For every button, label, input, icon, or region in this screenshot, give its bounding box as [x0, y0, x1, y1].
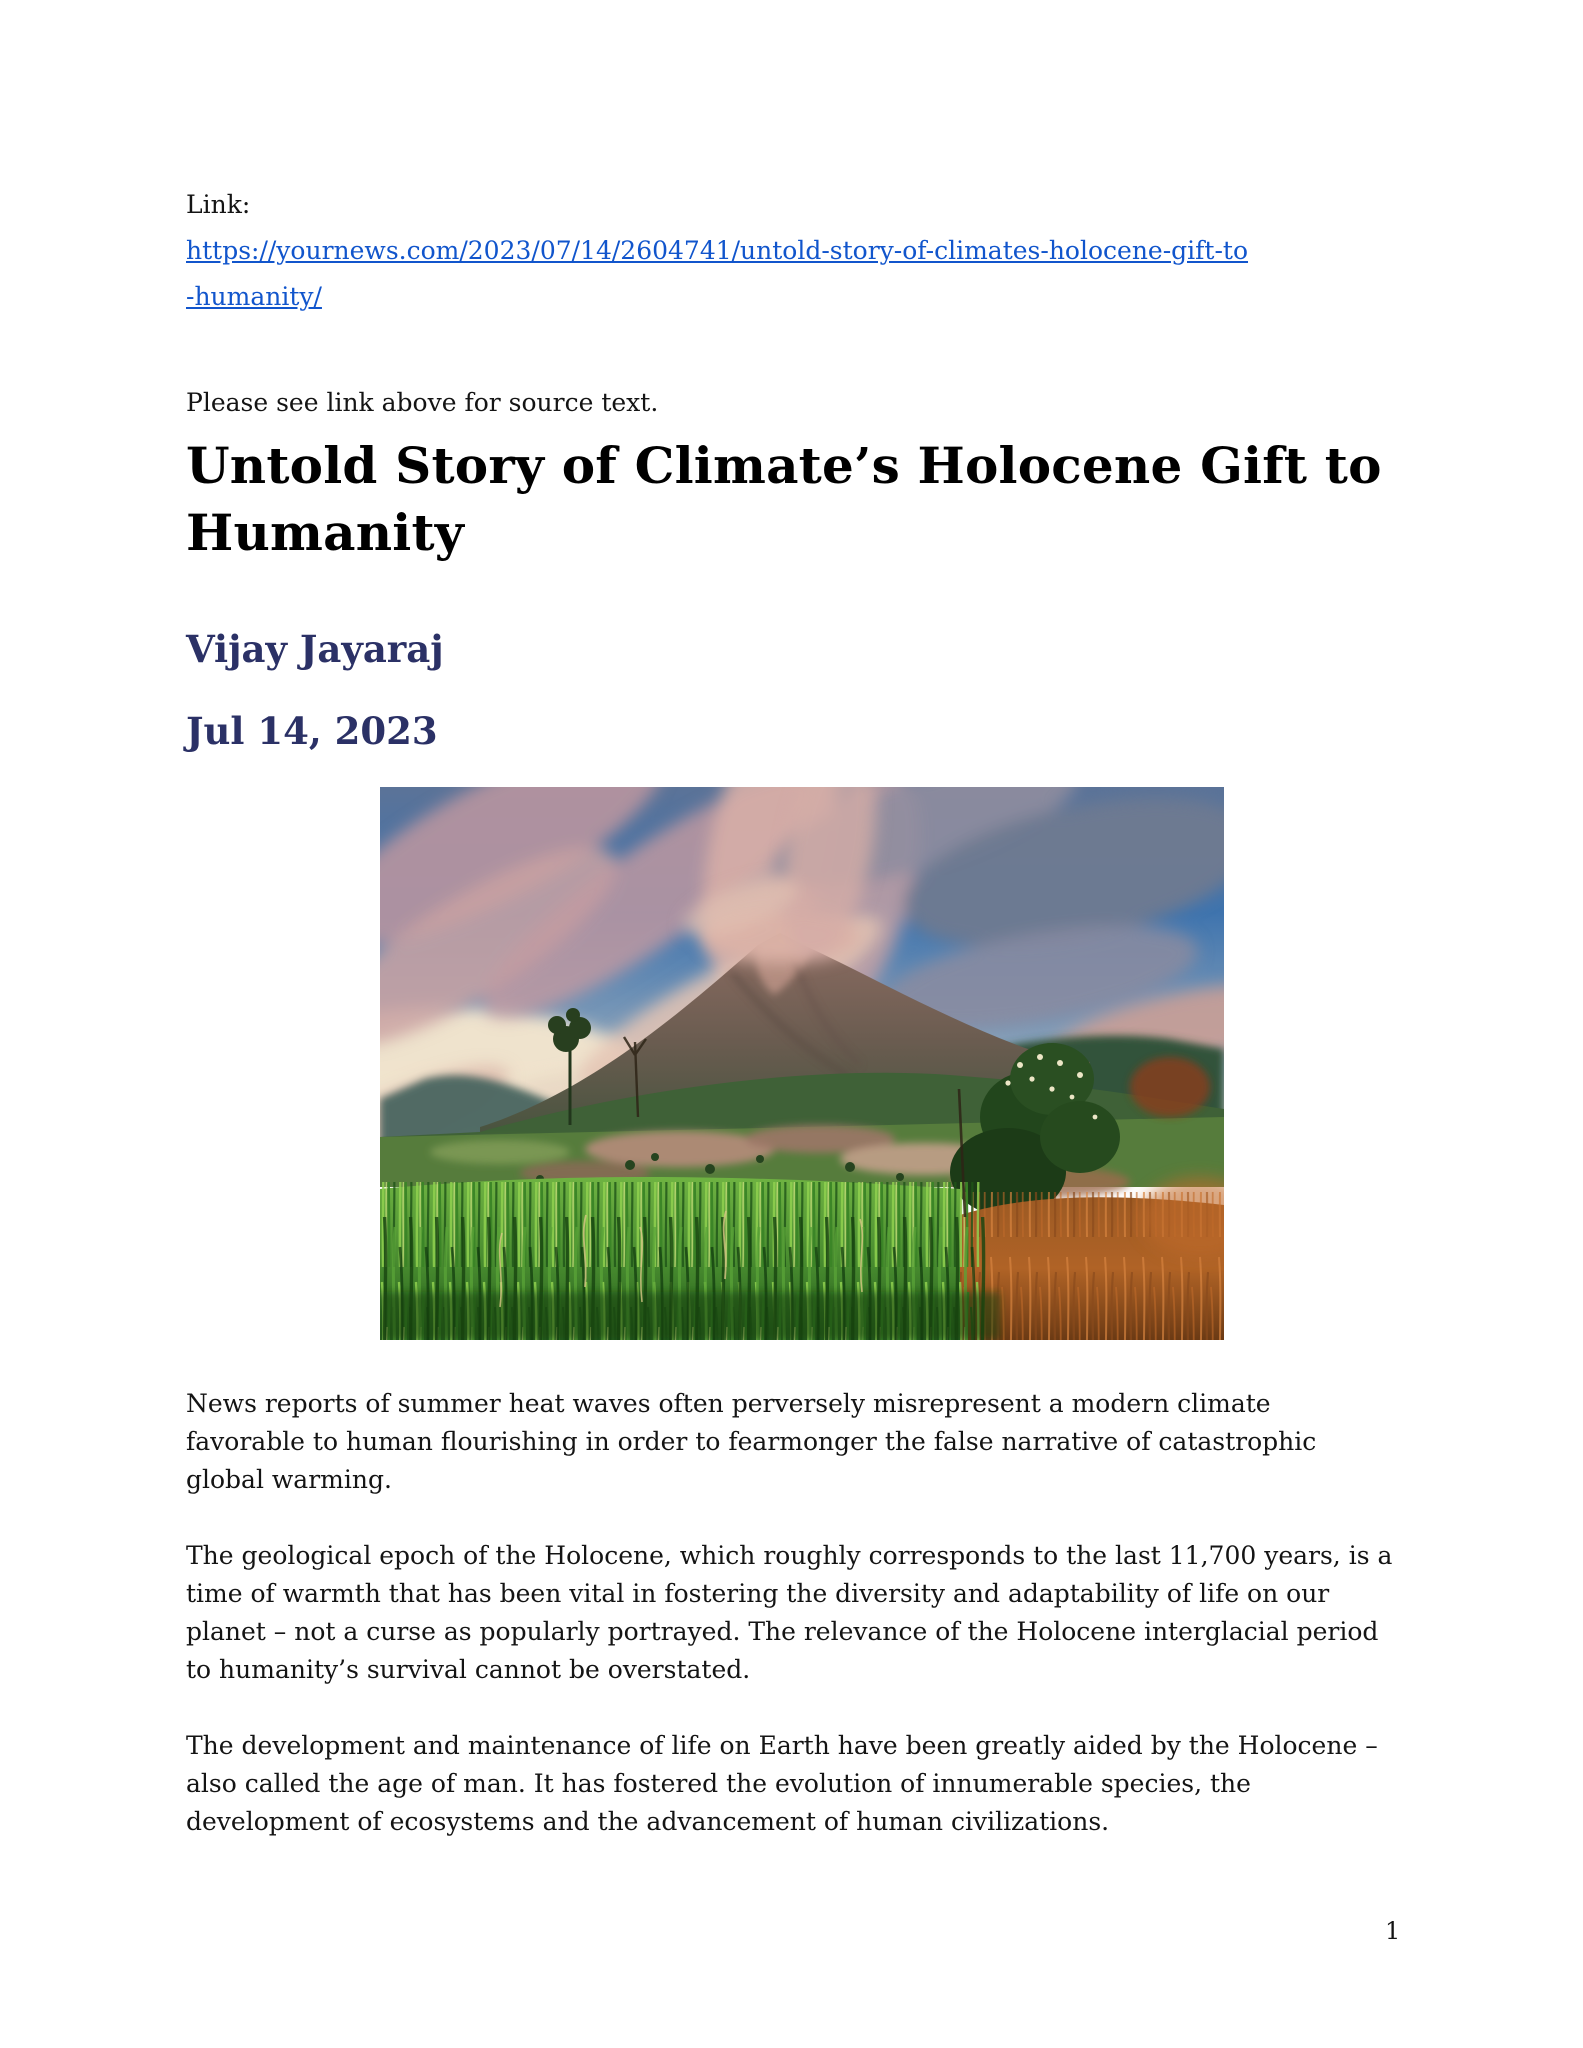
body-paragraph-2: The geological epoch of the Holocene, which roughly corresponds to the last 11,700 years, is a time of warmth that has been vital in fostering the diversity and adaptability of life on our planet – not a curse as popularly portrayed. The relevance of the Holocene interglacial period to humanity’s survival cannot be overstated.: [186, 1541, 1393, 1684]
source-link-line-2: -humanity/: [186, 282, 322, 311]
article-photo: [380, 787, 1224, 1340]
body-paragraph-1: News reports of summer heat waves often perversely misrepresent a modern climate favorable to human flourishing in order to fearmonger the false narrative of catastrophic global warming.: [186, 1389, 1317, 1494]
publish-date: Jul 14, 2023: [186, 709, 438, 753]
body-paragraph-3: The development and maintenance of life on Earth have been greatly aided by the Holocene – also called the age of man. It has fostered the evolution of innumerable species, the development of ecosystems and the advancement of human civilizations.: [186, 1731, 1378, 1836]
link-label: Link:: [186, 190, 251, 219]
page-number: 1: [1385, 1917, 1401, 1945]
source-link[interactable]: [186, 236, 1248, 311]
source-note: Please see link above for source text.: [186, 388, 659, 417]
article-title-line-2: Humanity: [186, 503, 464, 562]
link-url-paragraph: [186, 228, 1397, 320]
landscape-photo-illustration: [380, 787, 1224, 1340]
author-byline: Vijay Jayaraj: [186, 627, 444, 671]
source-link-line-1: https://yournews.com/2023/07/14/2604741/untold-story-of-climates-holocene-gift-to: [186, 236, 1249, 265]
article-title-line-1: Untold Story of Climate’s Holocene Gift to: [186, 436, 1382, 495]
article-title: [186, 432, 1397, 566]
